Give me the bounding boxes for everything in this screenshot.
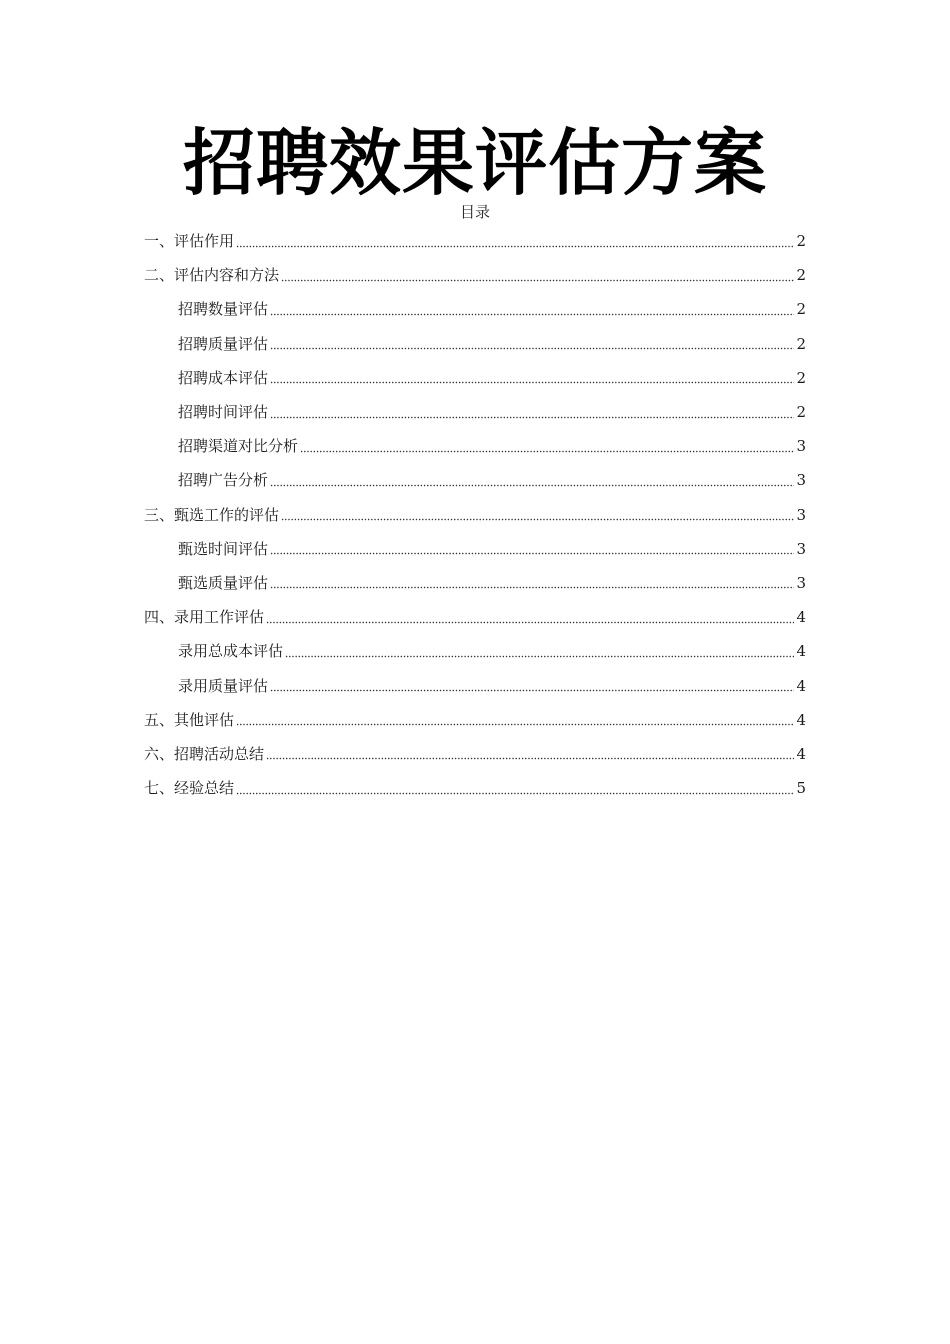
toc-entry-label: 六、招聘活动总结: [144, 744, 265, 763]
toc-entry[interactable]: [144, 361, 806, 395]
toc-entry[interactable]: [144, 771, 806, 805]
toc-entry-page-number: 3: [796, 505, 806, 524]
toc-entry[interactable]: [144, 258, 806, 292]
toc-entry[interactable]: [144, 463, 806, 497]
toc-entry-label: 甄选时间评估: [178, 539, 269, 558]
toc-dot-leader: [270, 551, 794, 557]
toc-entry-label: 甄选质量评估: [178, 573, 269, 592]
toc-entry-page-number: 3: [796, 573, 806, 592]
toc-entry-page-number: 2: [796, 403, 806, 422]
toc-dot-leader: [270, 482, 794, 488]
toc-dot-leader: [270, 688, 794, 694]
toc-dot-leader: [270, 585, 794, 591]
toc-entry-label: 二、评估内容和方法: [144, 266, 280, 285]
toc-heading: 目录: [459, 203, 490, 221]
toc-entry[interactable]: [144, 703, 806, 737]
toc-dot-leader: [270, 380, 794, 386]
toc-entry-page-number: 2: [796, 266, 806, 285]
toc-entry[interactable]: [144, 224, 806, 258]
toc-entry[interactable]: [144, 292, 806, 326]
toc-entry-label: 招聘数量评估: [178, 300, 269, 319]
toc-entry-page-number: 3: [796, 471, 806, 490]
toc-dot-leader: [270, 311, 794, 317]
toc-entry-page-number: 4: [796, 676, 806, 695]
toc-entry-label: 三、甄选工作的评估: [144, 505, 280, 524]
toc-entry-label: 招聘成本评估: [178, 368, 269, 387]
toc-entry[interactable]: [144, 429, 806, 463]
toc-entry-page-number: 5: [796, 779, 806, 798]
toc-entry[interactable]: [144, 634, 806, 668]
document-title: 招聘效果评估方案: [182, 120, 767, 205]
toc-entry-label: 招聘质量评估: [178, 334, 269, 353]
toc-dot-leader: [236, 243, 794, 249]
toc-dot-leader: [266, 756, 794, 762]
toc-entry-label: 招聘渠道对比分析: [178, 437, 299, 456]
toc-entry-label: 招聘广告分析: [178, 471, 269, 490]
toc-dot-leader: [285, 653, 794, 659]
toc-dot-leader: [236, 722, 794, 728]
toc-entry[interactable]: [144, 532, 806, 566]
toc-entry[interactable]: [144, 600, 806, 634]
toc-entry-label: 招聘时间评估: [178, 403, 269, 422]
toc-entry-page-number: 2: [796, 232, 806, 251]
toc-entry-page-number: 4: [796, 744, 806, 763]
toc-entry-label: 录用总成本评估: [178, 642, 284, 661]
toc-entry[interactable]: [144, 566, 806, 600]
toc-entry[interactable]: [144, 395, 806, 429]
toc-entry-page-number: 3: [796, 539, 806, 558]
toc-entry-page-number: 2: [796, 368, 806, 387]
toc-entry[interactable]: [144, 668, 806, 702]
toc-entry-page-number: 4: [796, 608, 806, 627]
toc-entry[interactable]: [144, 737, 806, 771]
toc-entry-label: 七、经验总结: [144, 779, 235, 798]
toc-entry-label: 五、其他评估: [144, 710, 235, 729]
toc-dot-leader: [270, 346, 794, 352]
toc-dot-leader: [266, 619, 794, 625]
toc-dot-leader: [281, 277, 794, 283]
toc-entry-label: 录用质量评估: [178, 676, 269, 695]
toc-entry[interactable]: [144, 498, 806, 532]
toc-entry-page-number: 2: [796, 334, 806, 353]
toc-entry[interactable]: [144, 327, 806, 361]
toc-entry-label: 四、录用工作评估: [144, 608, 265, 627]
toc-dot-leader: [300, 448, 794, 454]
table-of-contents: [144, 224, 806, 805]
toc-dot-leader: [236, 790, 794, 796]
toc-entry-page-number: 4: [796, 710, 806, 729]
toc-entry-page-number: 3: [796, 437, 806, 456]
toc-entry-page-number: 2: [796, 300, 806, 319]
toc-entry-label: 一、评估作用: [144, 232, 235, 251]
toc-dot-leader: [270, 414, 794, 420]
toc-dot-leader: [281, 517, 794, 523]
toc-entry-page-number: 4: [796, 642, 806, 661]
